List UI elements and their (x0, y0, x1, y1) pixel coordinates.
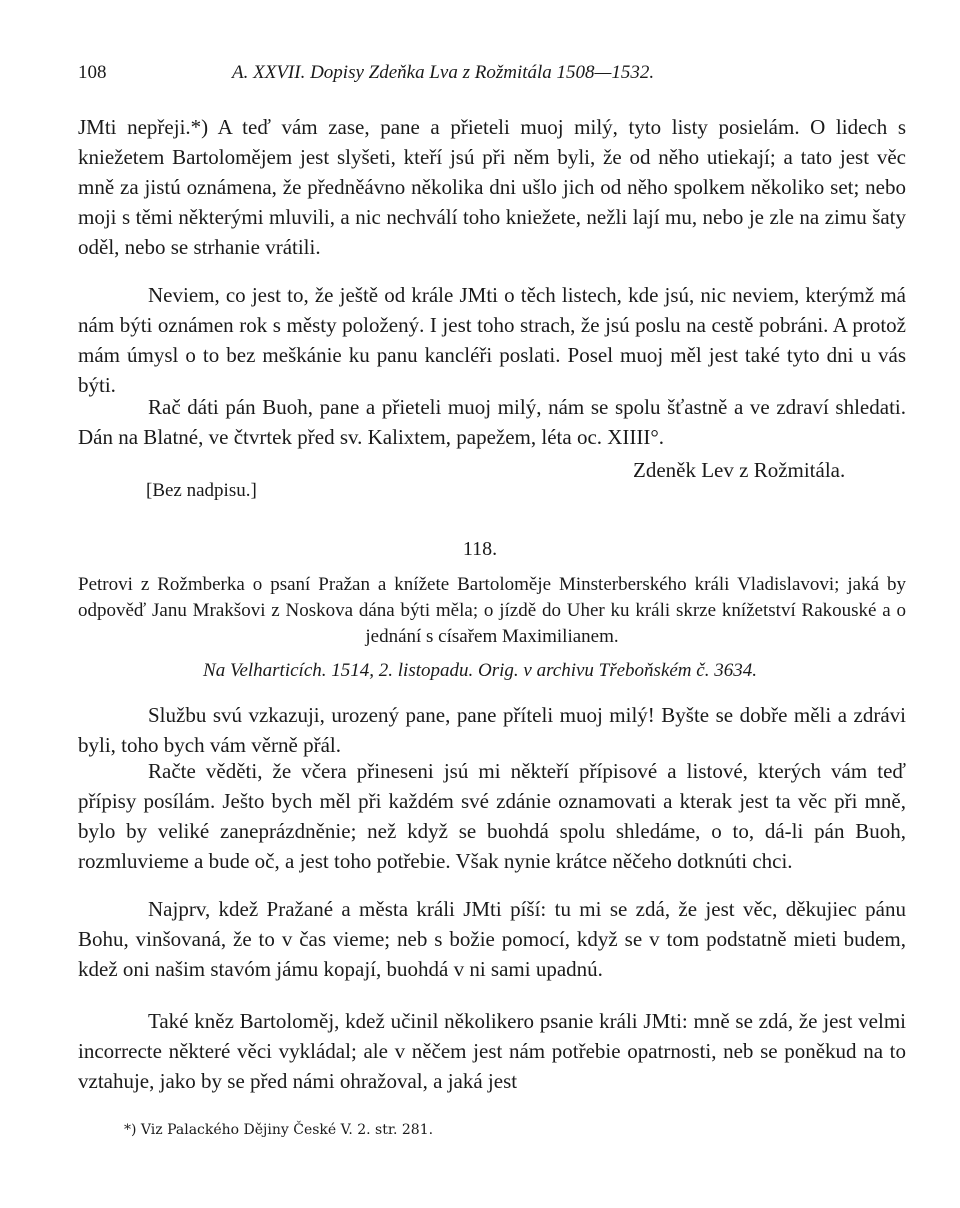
document-abstract: Petrovi z Rožmberka o psaní Pražan a knížete Bartoloměje Minsterberského králi Vladislavovi; jaká by odpověď Janu Mrakšovi z Noskova dána býti měla; o jízdě do Uher ku králi skrze knížetství Rakouské a o jednání s císařem Maximilianem. (78, 574, 906, 647)
page-header (78, 62, 904, 90)
body-paragraph-2: Račte věděti, že včera přineseni jsú mi někteří přípisové a listové, kterých vám teď přípisy posílám. Ješto bych měl při každém své zdánie oznamovati a kterak jest ta věc při mně, bylo by veliké zaneprázdněnie; než když se buohdá spolu shledáme, o to, dá-li pán Buoh, rozmluvieme a bude oč, a jest toho potřebie. Však nynie krátce něčeho dotknúti chci. (78, 759, 906, 873)
document-number: 118. (462, 538, 498, 560)
page-number: 108 (78, 62, 107, 83)
footnote: *) Viz Palackého Dějiny České V. 2. str. 281. (124, 1122, 434, 1138)
running-title: A. XXVII. Dopisy Zdeňka Lva z Rožmitála 1508—1532. (232, 62, 655, 83)
body-paragraph-4: Také kněz Bartoloměj, kdež učinil několikero psanie králi JMti: mně se zdá, že jest velmi incorrecte některé věci vykládal; ale v něčem jest nám potřebie opatrnosti, neb se poněkud na to vztahuje, jako by se před námi ohražoval, a jaká jest (78, 1009, 906, 1093)
body-paragraph-1: Službu svú vzkazuji, urozený pane, pane příteli muoj milý! Byšte se dobře měli a zdrávi byli, toho bych vám věrně přál. (78, 703, 906, 757)
letter-paragraph-2: Neviem, co jest to, že ještě od krále JMti o těch listech, kde jsú, nic neviem, kterýmž má nám býti oznámen rok s městy položený. I jest toho strach, že jsú poslu na cestě pobráni. A protož mám úmysl o to bez meškánie ku panu kancléři poslati. Posel muoj měl jest také tyto dni u vás býti. (78, 283, 906, 397)
body-paragraph-3: Najprv, kdež Pražané a města králi JMti píší: tu mi se zdá, že jest věc, děkujiec pánu Bohu, vinšovaná, že to v čas vieme; neb s božie pomocí, když se v tom podstatně mieti budem, kdež oni našim stavóm jámu kopají, buohdá v ni sami upadnú. (78, 897, 906, 981)
source-line: Na Velharticích. 1514, 2. listopadu. Orig. v archivu Třeboňském č. 3634. (203, 660, 757, 681)
letter-paragraph-3: Rač dáti pán Buoh, pane a přieteli muoj milý, nám se spolu šťastně a ve zdraví shledati. Dán na Blatné, ve čtvrtek před sv. Kalixtem, papežem, léta oc. XIIII°. (78, 395, 906, 449)
address-note: [Bez nadpisu.] (146, 480, 257, 501)
signature: Zdeněk Lev z Rožmitála. (633, 458, 846, 482)
letter-paragraph-1: JMti nepřeji.*) A teď vám zase, pane a přieteli muoj milý, tyto listy posielám. O lidech s kniežetem Bartolomějem jest slyšeti, kteří jsú při něm byli, že od něho utiekají; a tato jest věc mně za jistú oznámena, že předněávno několika dni ušlo jich od něho spolkem několiko set; nebo moji s těmi některými mluvili, a nic nechválí toho kniežete, nežli lají mu, nebo je zle na zimu šaty oděl, nebo se strhanie vrátili. (78, 115, 906, 259)
